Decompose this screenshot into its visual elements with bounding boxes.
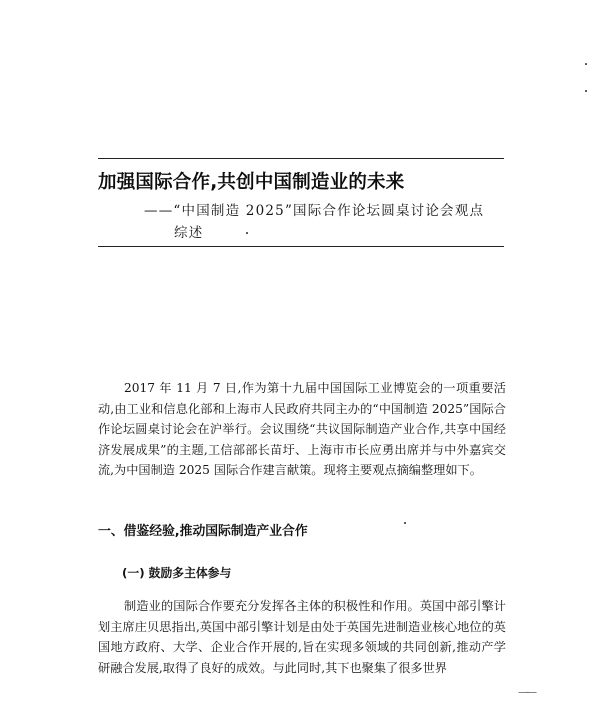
article-subtitle-line-1: ——“中国制造 2025”国际合作论坛圆桌讨论会观点	[144, 203, 485, 219]
scan-speck	[404, 522, 406, 524]
section-heading-1: 一、借鉴经验,推动国际制造产业合作	[98, 524, 308, 539]
body-paragraph-1: 制造业的国际合作要充分发挥各主体的积极性和作用。英国中部引擎计划主席庄贝思指出,英国中部引擎计划是由处于英国先进制造业核心地位的英国地方政府、大学、企业合作开展的,旨在实现多领域的共同创新,推动产学研融合发展,取得了良好的成效。与此同时,其下也聚集了很多世界	[98, 599, 506, 675]
scan-speck	[585, 90, 587, 92]
scan-speck	[246, 232, 248, 234]
title-bottom-rule	[98, 246, 504, 247]
article-subtitle-line-2: 综述	[174, 225, 204, 241]
subsection-heading-1: (一) 鼓励多主体参与	[122, 566, 232, 580]
scan-speck	[585, 63, 587, 65]
intro-paragraph: 2017 年 11 月 7 日,作为第十九届中国国际工业博览会的一项重要活动,由工业和信息化部和上海市人民政府共同主办的“中国制造 2025”国际合作论坛圆桌讨论会在沪举行。会议围绕“共议国际制造产业合作,共享中国经济发展成果”的主题,工信部部长苗圩、上海市市长应勇出席并与中外嘉宾交流,为中国制造 2025 国际合作建言献策。现将主要观点摘编整理如下。	[98, 381, 506, 478]
page-corner-mark: —-—	[517, 688, 536, 698]
title-top-rule	[98, 158, 504, 159]
article-title: 加强国际合作,共创中国制造业的未来	[98, 172, 405, 193]
